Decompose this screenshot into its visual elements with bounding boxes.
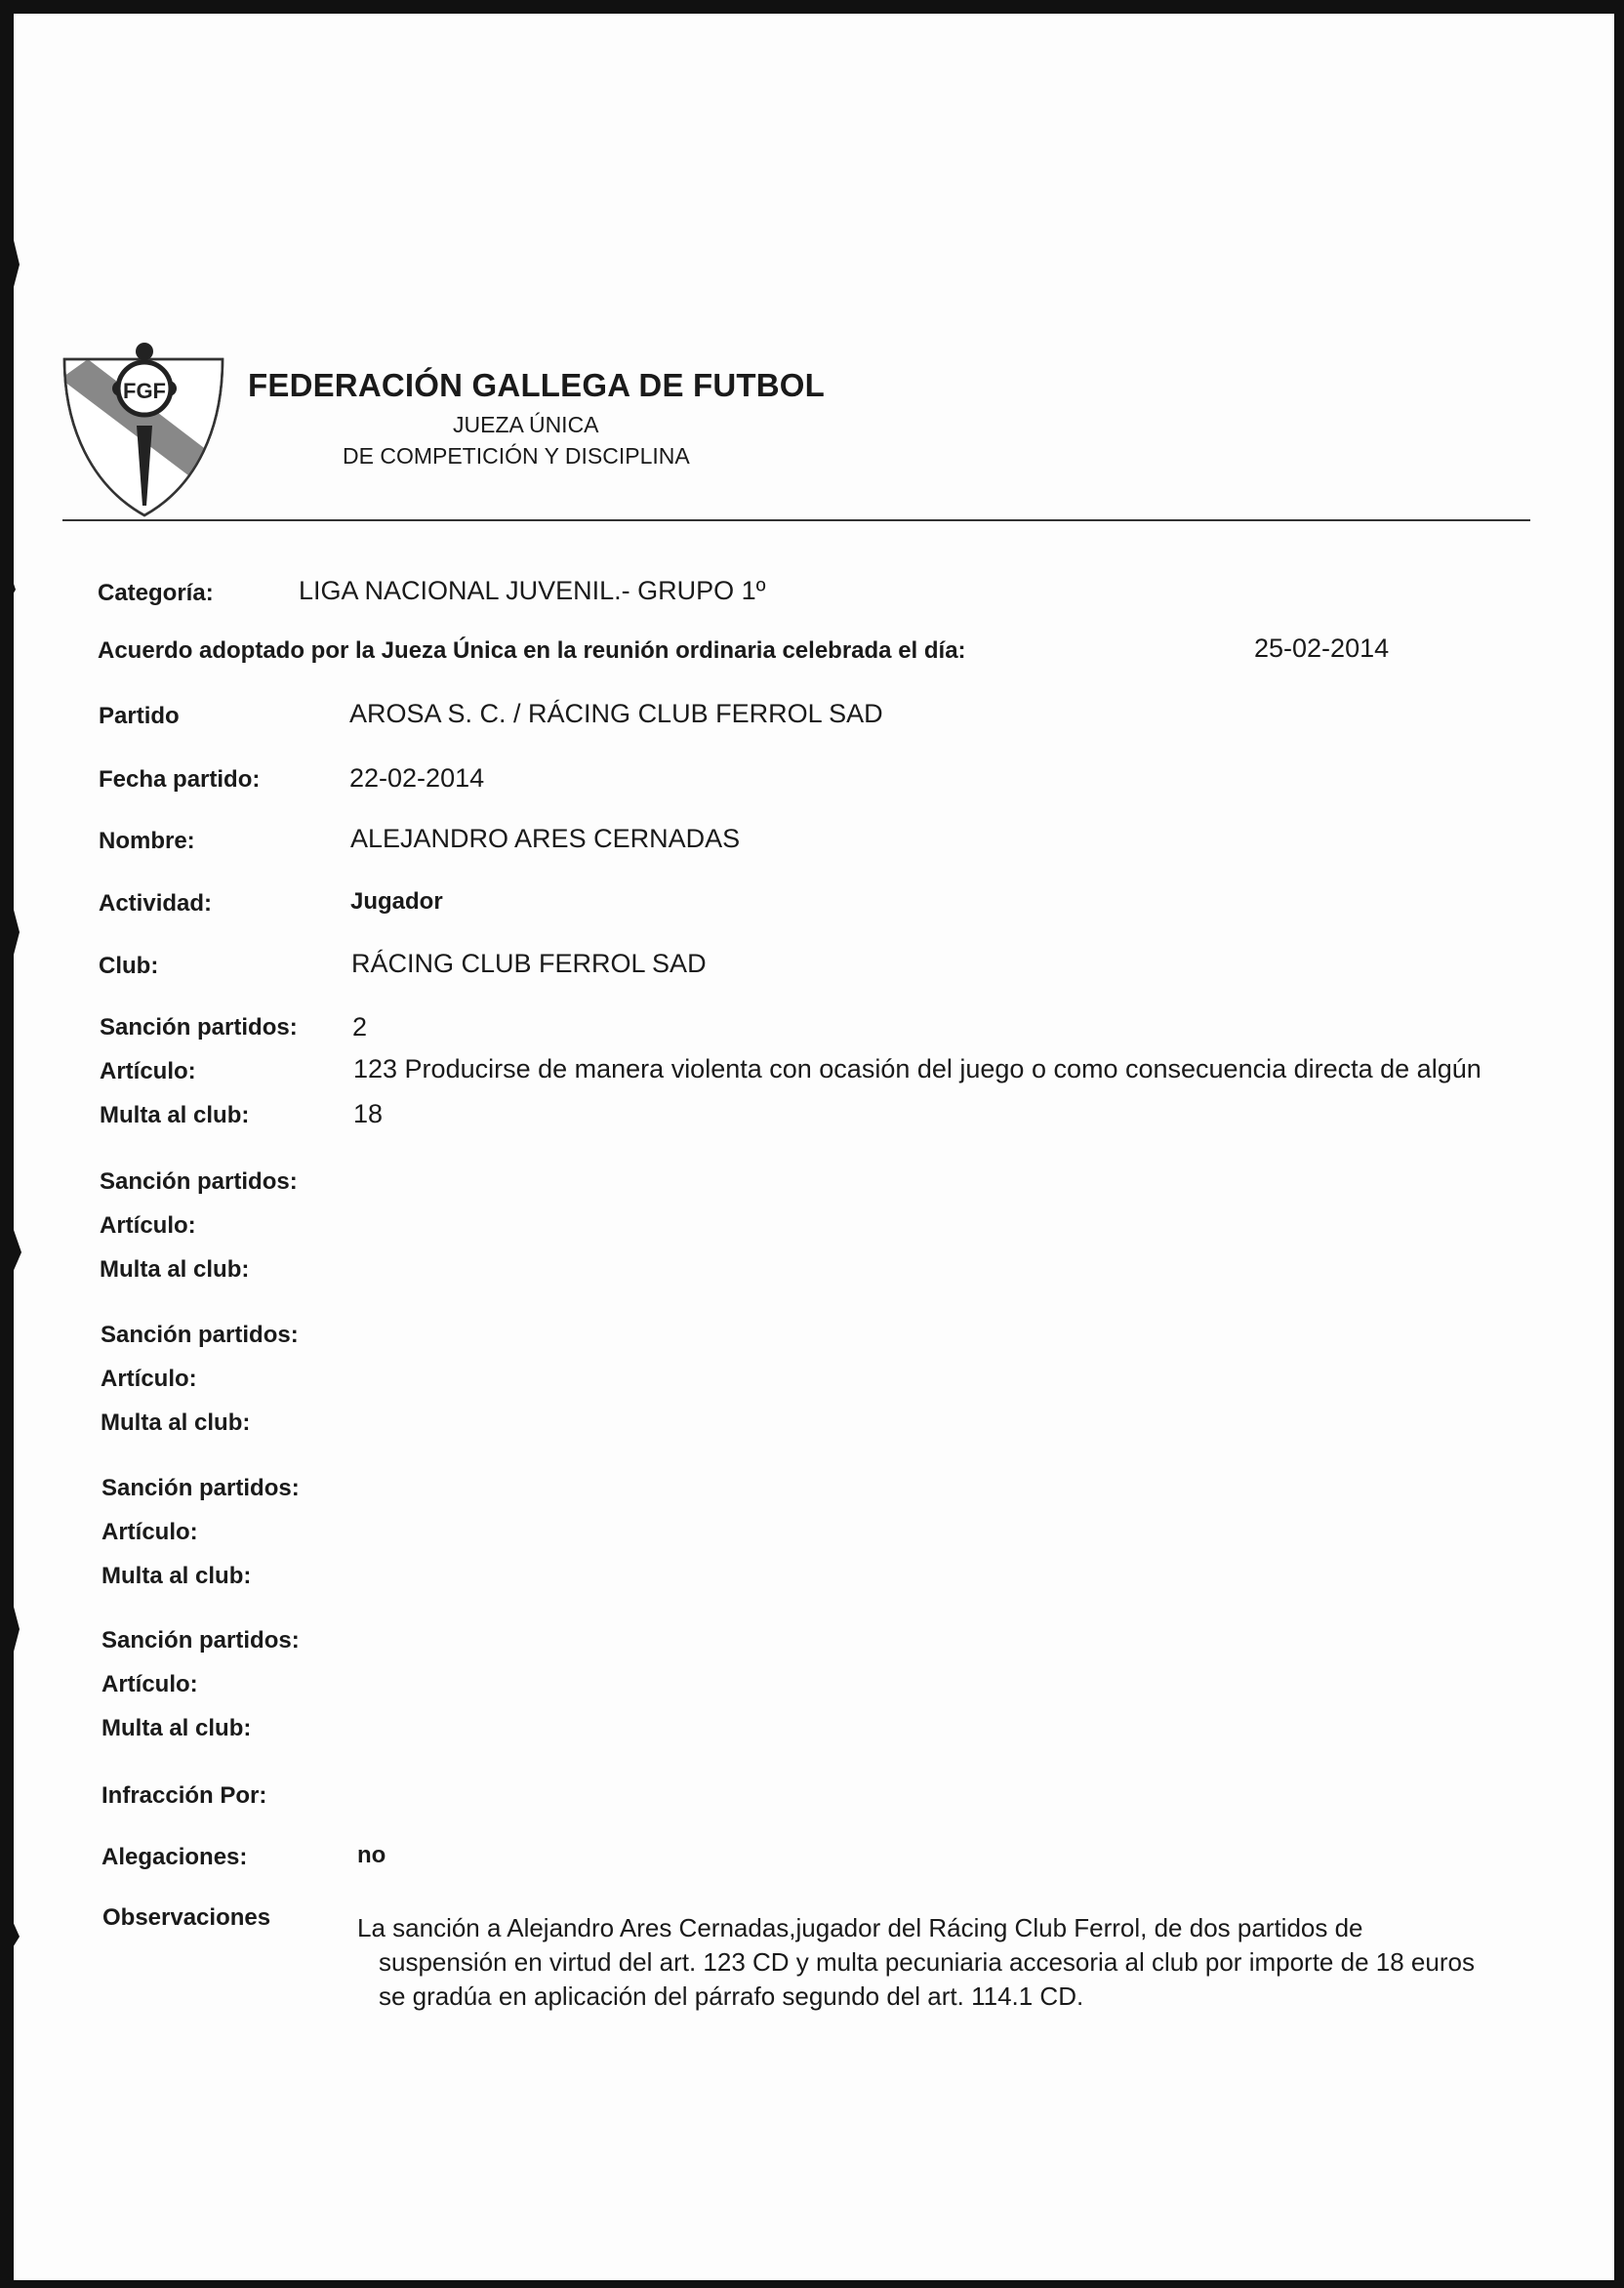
nombre-label: Nombre: [99, 828, 195, 854]
actividad-label: Actividad: [99, 890, 213, 917]
organization-name: FEDERACIÓN GALLEGA DE FUTBOL [248, 367, 826, 403]
multa-club-label: Multa al club: [101, 1410, 251, 1436]
partido-label: Partido [99, 703, 180, 729]
punch-hole-mark [14, 1595, 29, 1663]
organization-subtitle-1: JUEZA ÚNICA [453, 412, 599, 437]
alegaciones-value: no [357, 1842, 386, 1868]
partido-value: AROSA S. C. / RÁCING CLUB FERROL SAD [349, 699, 883, 728]
observaciones-line: suspensión en virtud del art. 123 CD y multa pecuniaria accesoria al club por importe de 18 euros [379, 1947, 1475, 1977]
club-value: RÁCING CLUB FERROL SAD [351, 949, 707, 978]
punch-hole-mark [14, 1218, 29, 1287]
acuerdo-label: Acuerdo adoptado por la Jueza Única en la reunión ordinaria celebrada el día: [98, 637, 966, 664]
multa-club-label: Multa al club: [100, 1256, 250, 1283]
categoria-label: Categoría: [98, 580, 214, 606]
infraccion-label: Infracción Por: [102, 1782, 267, 1809]
organization-subtitle-2: DE COMPETICIÓN Y DISCIPLINA [343, 443, 690, 469]
punch-hole-mark [14, 230, 29, 299]
multa-club-label: Multa al club: [102, 1563, 252, 1589]
articulo-label: Artículo: [100, 1212, 196, 1239]
sancion-partidos-label: Sanción partidos: [102, 1627, 300, 1654]
articulo-label: Artículo: [102, 1519, 198, 1545]
punch-hole-mark [14, 560, 29, 629]
categoria-value: LIGA NACIONAL JUVENIL.- GRUPO 1º [299, 576, 766, 605]
alegaciones-label: Alegaciones: [102, 1844, 248, 1870]
articulo-value: 123 Producirse de manera violenta con ocasión del juego o como consecuencia directa de algún [353, 1054, 1482, 1083]
observaciones-label: Observaciones [102, 1904, 271, 1931]
observaciones-line: se gradúa en aplicación del párrafo segundo del art. 114.1 CD. [379, 1982, 1084, 2011]
sancion-partidos-label: Sanción partidos: [100, 1168, 298, 1195]
articulo-label: Artículo: [100, 1058, 196, 1084]
fecha-partido-label: Fecha partido: [99, 766, 261, 793]
sancion-partidos-value: 2 [352, 1012, 368, 1042]
punch-hole-mark [14, 898, 29, 966]
acuerdo-date: 25-02-2014 [1254, 633, 1390, 663]
club-label: Club: [99, 953, 159, 979]
header-divider [62, 519, 1530, 521]
sancion-partidos-label: Sanción partidos: [102, 1475, 300, 1501]
articulo-label: Artículo: [102, 1671, 198, 1697]
federation-crest-logo [61, 340, 228, 525]
observaciones-line: La sanción a Alejandro Ares Cernadas,jugador del Rácing Club Ferrol, de dos partidos de [357, 1913, 1363, 1942]
observaciones-text [357, 1911, 1587, 2014]
sancion-partidos-label: Sanción partidos: [100, 1014, 298, 1041]
svg-text:FGF: FGF [123, 379, 166, 403]
articulo-label: Artículo: [101, 1366, 197, 1392]
multa-club-label: Multa al club: [100, 1102, 250, 1128]
nombre-value: ALEJANDRO ARES CERNADAS [350, 824, 741, 853]
multa-club-value: 18 [353, 1099, 384, 1128]
multa-club-label: Multa al club: [102, 1715, 252, 1741]
punch-hole-mark [14, 1909, 29, 1978]
document-page [14, 14, 1614, 2280]
sancion-partidos-label: Sanción partidos: [101, 1322, 299, 1348]
fecha-partido-value: 22-02-2014 [349, 763, 485, 793]
actividad-value: Jugador [350, 888, 443, 915]
